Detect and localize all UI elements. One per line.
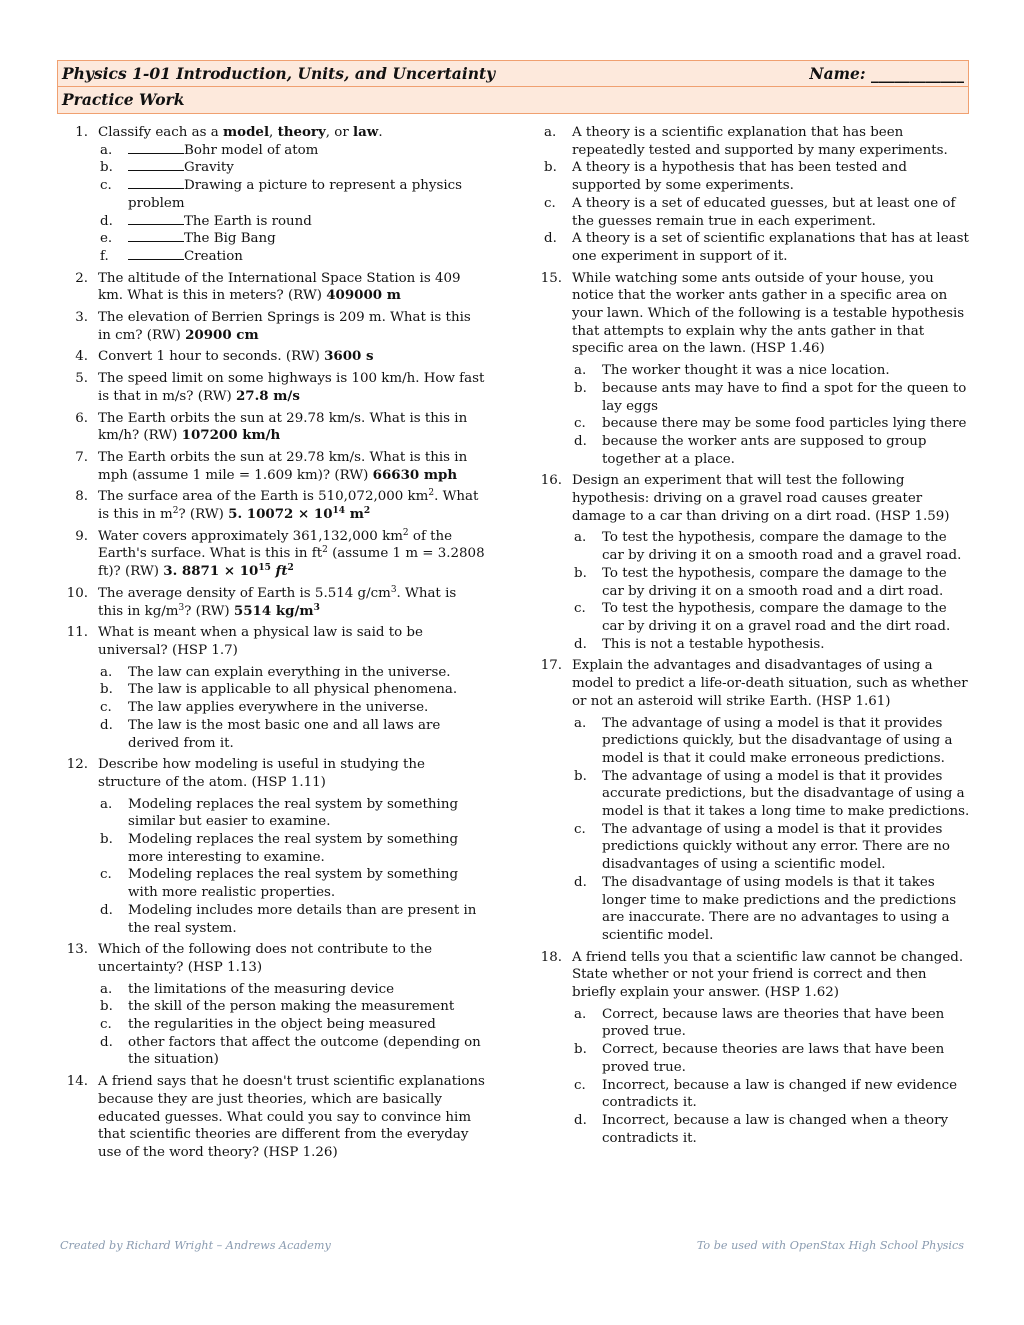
answer-blank[interactable] — [128, 213, 184, 225]
question-4: 4. Convert 1 hour to seconds. (RW) 3600 s — [60, 348, 485, 366]
question-13 — [60, 941, 485, 1069]
choice-c[interactable]: c. A theory is a set of educated guesses, but at least one of the guesses remain true in each experiment. — [544, 195, 956, 229]
choice-a[interactable]: a. Correct, because laws are theories that have been proved true. — [574, 1006, 945, 1040]
choice-d[interactable]: d. because the worker ants are supposed to group together at a place. — [574, 433, 927, 467]
question-1 — [60, 124, 485, 266]
question-11 — [60, 624, 485, 752]
answer-blank[interactable] — [128, 159, 184, 171]
choice-d[interactable]: d. The disadvantage of using models is that it takes longer time to make predictions and the predictions are inaccurate. There are no advantages to using a scientific model. — [574, 874, 957, 943]
choice-d[interactable]: d. Incorrect, because a law is changed when a theory contradicts it. — [574, 1112, 949, 1146]
question-14 — [60, 1073, 485, 1162]
question-12 — [60, 756, 485, 937]
choice-c[interactable]: c. Modeling replaces the real system by something with more realistic properties. — [100, 867, 459, 901]
question-number: 14. — [66, 1074, 88, 1090]
question-7: 7. The Earth orbits the sun at 29.78 km/s. What is this in mph (assume 1 mile = 1.609 km)? (RW) 66630 mph — [60, 449, 485, 484]
choice-c[interactable]: c. The law applies everywhere in the universe. — [100, 700, 429, 716]
name-field-label: Name: ____________ — [809, 63, 964, 83]
question-number: 17. — [540, 658, 562, 674]
choice-b[interactable]: b. To test the hypothesis, compare the damage to the car by driving it on a smooth road and a dirt road. — [574, 565, 947, 599]
choice-a[interactable]: a. A theory is a scientific explanation that has been repeatedly tested and supported by many experiments. — [544, 125, 948, 158]
question-5: 5. The speed limit on some highways is 100 km/h. How fast is that in m/s? (RW) 27.8 m/s — [60, 370, 485, 405]
question-6: 6. The Earth orbits the sun at 29.78 km/s. What is this in km/h? (RW) 107200 km/h — [60, 410, 485, 445]
question-text: A friend tells you that a scientific law cannot be changed. State whether or not your friend is correct and then briefly explain your answer. (HSP 1.62) — [572, 949, 964, 1001]
choice-c[interactable]: c. because there may be some food particles lying there — [574, 416, 967, 432]
question-number: 11. — [66, 625, 88, 641]
choice-a[interactable]: a. The advantage of using a model is that it provides predictions quickly, but the disadvantage of using a model is that it could make erroneous predictions. — [574, 715, 953, 766]
question-17 — [534, 657, 972, 944]
answer: 66630 mph — [372, 466, 458, 483]
question-3: 3. The elevation of Berrien Springs is 209 m. What is this in cm? (RW) 20900 cm — [60, 309, 485, 344]
question-text: Explain the advantages and disadvantages of using a model to predict a life-or-death situation, such as whether or not an asteroid will strike Earth. (HSP 1.61) — [572, 658, 968, 709]
header-bar — [57, 60, 969, 87]
question-text: Classify each as a model, theory, or law. — [98, 124, 383, 140]
question-18 — [534, 949, 972, 1148]
left-column — [60, 124, 485, 1166]
question-text: Design an experiment that will test the following hypothesis: driving on a gravel road causes greater damage to a car than driving on a dirt road. (HSP 1.59) — [572, 473, 950, 524]
question-10: 10. The average density of Earth is 5.514 $g/cm^3$. What is this in $kg/m^3$? (RW) 5514 $kg/m^3$ — [60, 585, 485, 620]
choice-b[interactable]: b. because ants may have to find a spot for the queen to lay eggs — [574, 380, 967, 414]
question-text: What is meant when a physical law is said to be universal? (HSP 1.7) — [98, 625, 423, 658]
answer-blank[interactable] — [128, 177, 184, 189]
choice-a[interactable]: a. the limitations of the measuring device — [100, 981, 395, 997]
answer: 5. $10072 \times 10^{14}$ $m^2$ — [228, 506, 371, 523]
choice-d[interactable]: d. A theory is a set of scientific explanations that has at least one experiment in support of it. — [544, 231, 969, 264]
footer-source: To be used with OpenStax High School Physics — [696, 1239, 964, 1252]
footer-credit: Created by Richard Wright – Andrews Academy — [60, 1239, 331, 1252]
classify-item: b. Gravity — [100, 160, 234, 176]
section-title: Practice Work — [62, 90, 185, 110]
choice-b[interactable]: b. The law is applicable to all physical phenomena. — [100, 682, 458, 698]
choice-c[interactable]: c. To test the hypothesis, compare the damage to the car by driving it on a gravel road and the dirt road. — [574, 601, 951, 634]
question-number: 7. — [75, 449, 88, 465]
right-column — [542, 124, 972, 1151]
question-16 — [534, 472, 972, 653]
question-number: 10. — [66, 585, 88, 601]
choice-d[interactable]: d. other factors that affect the outcome (depending on the situation) — [100, 1034, 481, 1068]
page-title: Physics 1-01 Introduction, Units, and Uncertainty — [62, 63, 496, 83]
choice-b[interactable]: b. A theory is a hypothesis that has been tested and supported by some experiments. — [544, 160, 907, 194]
choice-c[interactable]: c. Incorrect, because a law is changed if new evidence contradicts it. — [574, 1077, 958, 1111]
choice-d[interactable]: d. This is not a testable hypothesis. — [574, 636, 825, 652]
question-number: 15. — [540, 270, 562, 286]
choice-a[interactable]: a. Modeling replaces the real system by something similar but easier to examine. — [100, 796, 459, 830]
question-number: 18. — [540, 949, 562, 965]
choice-a[interactable]: a. The worker thought it was a nice location. — [574, 363, 890, 379]
classify-item: c. Drawing a picture to represent a physics problem — [100, 178, 463, 211]
answer-blank[interactable] — [128, 230, 184, 242]
choice-c[interactable]: c. the regularities in the object being measured — [100, 1017, 436, 1033]
question-number: 8. — [75, 489, 88, 505]
choice-b[interactable]: b. Correct, because theories are laws that have been proved true. — [574, 1042, 945, 1075]
answer: 409000 m — [326, 287, 401, 304]
question-number: 16. — [540, 473, 562, 489]
classify-item: a. Bohr model of atom — [100, 142, 319, 158]
choice-c[interactable]: c. The advantage of using a model is that it provides predictions quickly without any error. There are no disadvantages of using a scientific model. — [574, 821, 950, 873]
question-number: 13. — [66, 942, 88, 958]
question-number: 3. — [75, 310, 88, 326]
question-8: 8. The surface area of the Earth is 510,072,000 $km^2$. What is this in $m^2$? (RW) 5. $10072 \times 10^{14}$ $m^2$ — [60, 488, 485, 523]
question-text: A friend says that he doesn't trust scientific explanations because they are just theories, which are basically educated guesses. What could you say to convince him that scientific theories are different from the everyday use of the word theory? (HSP 1.26) — [98, 1074, 485, 1160]
choice-d[interactable]: d. Modeling includes more details than are present in the real system. — [100, 902, 477, 936]
question-number: 2. — [75, 270, 88, 286]
question-text: Describe how modeling is useful in studying the structure of the atom. (HSP 1.11) — [98, 757, 425, 790]
choice-b[interactable]: b. The advantage of using a model is that it provides accurate predictions, but the disadvantage of using a model is that it takes a long time to make predictions. — [574, 768, 970, 820]
question-14-choices — [542, 124, 972, 266]
choice-b[interactable]: b. Modeling replaces the real system by something more interesting to examine. — [100, 832, 459, 865]
question-number: 4. — [75, 349, 88, 365]
choice-d[interactable]: d. The law is the most basic one and all laws are derived from it. — [100, 717, 441, 751]
answer: 3600 s — [324, 348, 374, 365]
answer: 20900 cm — [185, 326, 259, 343]
classify-item: e. The Big Bang — [100, 231, 276, 247]
question-text: While watching some ants outside of your house, you notice that the worker ants gather in a specific area on your lawn. Which of the following is a testable hypothesis that attempts to explain why the ants gather in that specific area on the lawn. (HSP 1.46) — [572, 270, 965, 357]
question-number: 12. — [66, 757, 88, 773]
answer: 5514 $kg/m^3$ — [233, 602, 320, 619]
answer-blank[interactable] — [128, 248, 184, 260]
classify-item: d. The Earth is round — [100, 213, 312, 229]
question-15 — [534, 270, 972, 469]
question-number: 9. — [75, 528, 88, 544]
section-bar — [57, 86, 969, 114]
answer: 3. $8871 \times 10^{15}$ $ft^2$ — [163, 563, 294, 580]
answer-blank[interactable] — [128, 142, 184, 154]
choice-a[interactable]: a. To test the hypothesis, compare the damage to the car by driving it on a smooth road and a gravel road. — [574, 530, 962, 564]
question-number: 5. — [75, 371, 88, 387]
question-2: 2. The altitude of the International Space Station is 409 km. What is this in meters? (RW) 409000 m — [60, 270, 485, 305]
answer: 27.8 m/s — [235, 387, 300, 404]
answer: 107200 km/h — [181, 427, 281, 444]
question-9: 9. Water covers approximately 361,132,000 $km^2$ of the Earth's surface. What is this in $ft^2$ (assume 1 m = 3.2808 ft)? (RW) 3. $8871 \times 10^{15}$ $ft^2$ — [60, 528, 485, 581]
classify-item: f. Creation — [100, 248, 243, 264]
question-text: Which of the following does not contribute to the uncertainty? (HSP 1.13) — [98, 942, 433, 975]
choice-a[interactable]: a. The law can explain everything in the universe. — [100, 664, 451, 680]
choice-b[interactable]: b. the skill of the person making the measurement — [100, 999, 455, 1015]
question-number: 6. — [75, 410, 88, 426]
question-number: 1. — [75, 125, 88, 140]
